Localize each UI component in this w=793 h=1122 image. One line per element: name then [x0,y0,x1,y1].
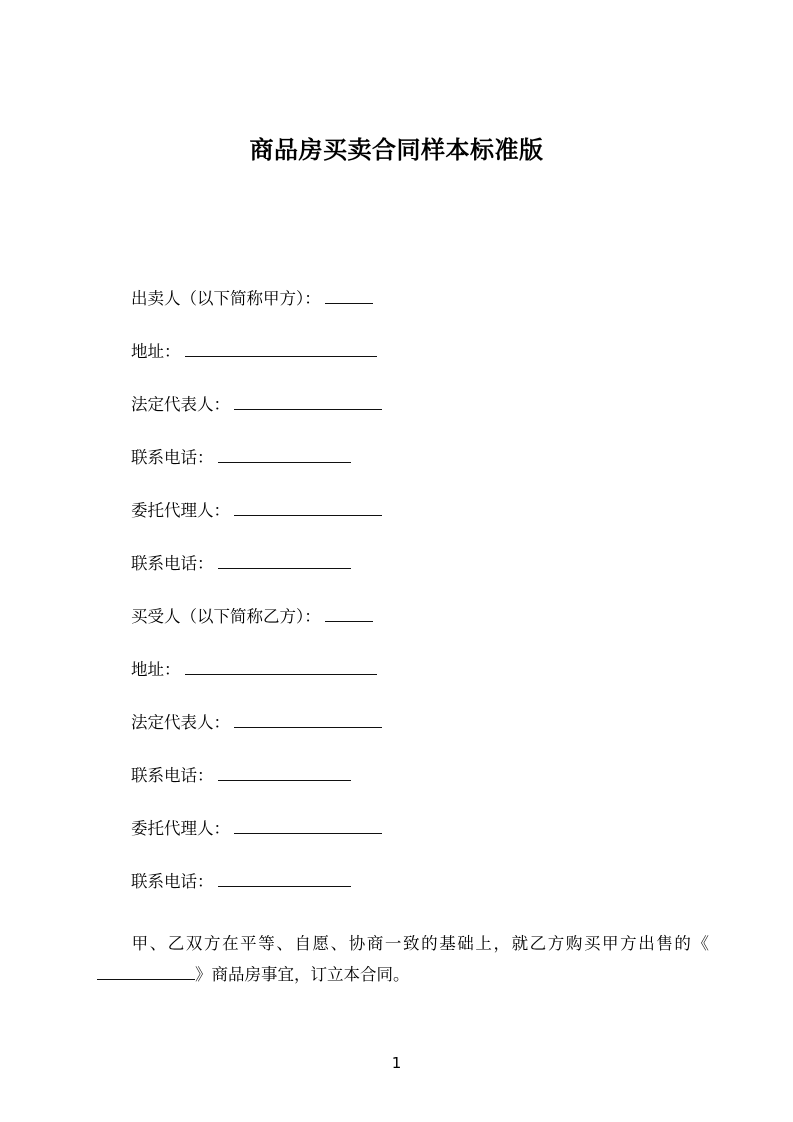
field-blank[interactable] [185,659,377,675]
field-blank[interactable] [325,288,373,304]
field-label: 地址： [131,660,181,679]
field-label: 委托代理人： [131,819,230,838]
paragraph-text-before-blank: 甲、乙双方在平等、自愿、协商一致的基础上，就乙方购买甲方出售的《 [130,934,709,953]
field-row [131,500,731,553]
field-blank[interactable] [234,394,382,410]
field-blank[interactable] [325,606,373,622]
field-label: 买受人（以下简称乙方）： [131,607,321,626]
field-row [131,765,731,818]
field-row [131,659,731,712]
field-row [131,606,731,659]
field-label: 联系电话： [131,448,214,467]
field-blank[interactable] [218,447,351,463]
field-label: 委托代理人： [131,501,230,520]
field-label: 法定代表人： [131,395,230,414]
field-blank[interactable] [218,553,351,569]
field-row [131,288,731,341]
field-row [131,871,731,924]
field-blank[interactable] [234,500,382,516]
contract-name-blank-continued[interactable] [163,964,195,980]
field-label: 法定代表人： [131,713,230,732]
field-label: 联系电话： [131,766,214,785]
contract-name-blank[interactable] [97,964,163,980]
paragraph-text-after-blank: 》商品房事宜，订立本合同。 [195,965,410,984]
field-row [131,447,731,500]
field-label: 联系电话： [131,554,214,573]
field-row [131,394,731,447]
page-number: 1 [391,1054,402,1072]
party-information-fields [131,288,731,924]
agreement-paragraph [97,928,709,990]
field-blank[interactable] [234,712,382,728]
field-row [131,712,731,765]
field-label: 出卖人（以下简称甲方）： [131,289,321,308]
field-label: 联系电话： [131,872,214,891]
field-blank[interactable] [218,765,351,781]
field-row [131,818,731,871]
field-label: 地址： [131,342,181,361]
field-row [131,341,731,394]
field-blank[interactable] [218,871,351,887]
field-blank[interactable] [185,341,377,357]
field-blank[interactable] [234,818,382,834]
field-row [131,553,731,606]
page-title: 商品房买卖合同样本标准版 [249,136,544,164]
